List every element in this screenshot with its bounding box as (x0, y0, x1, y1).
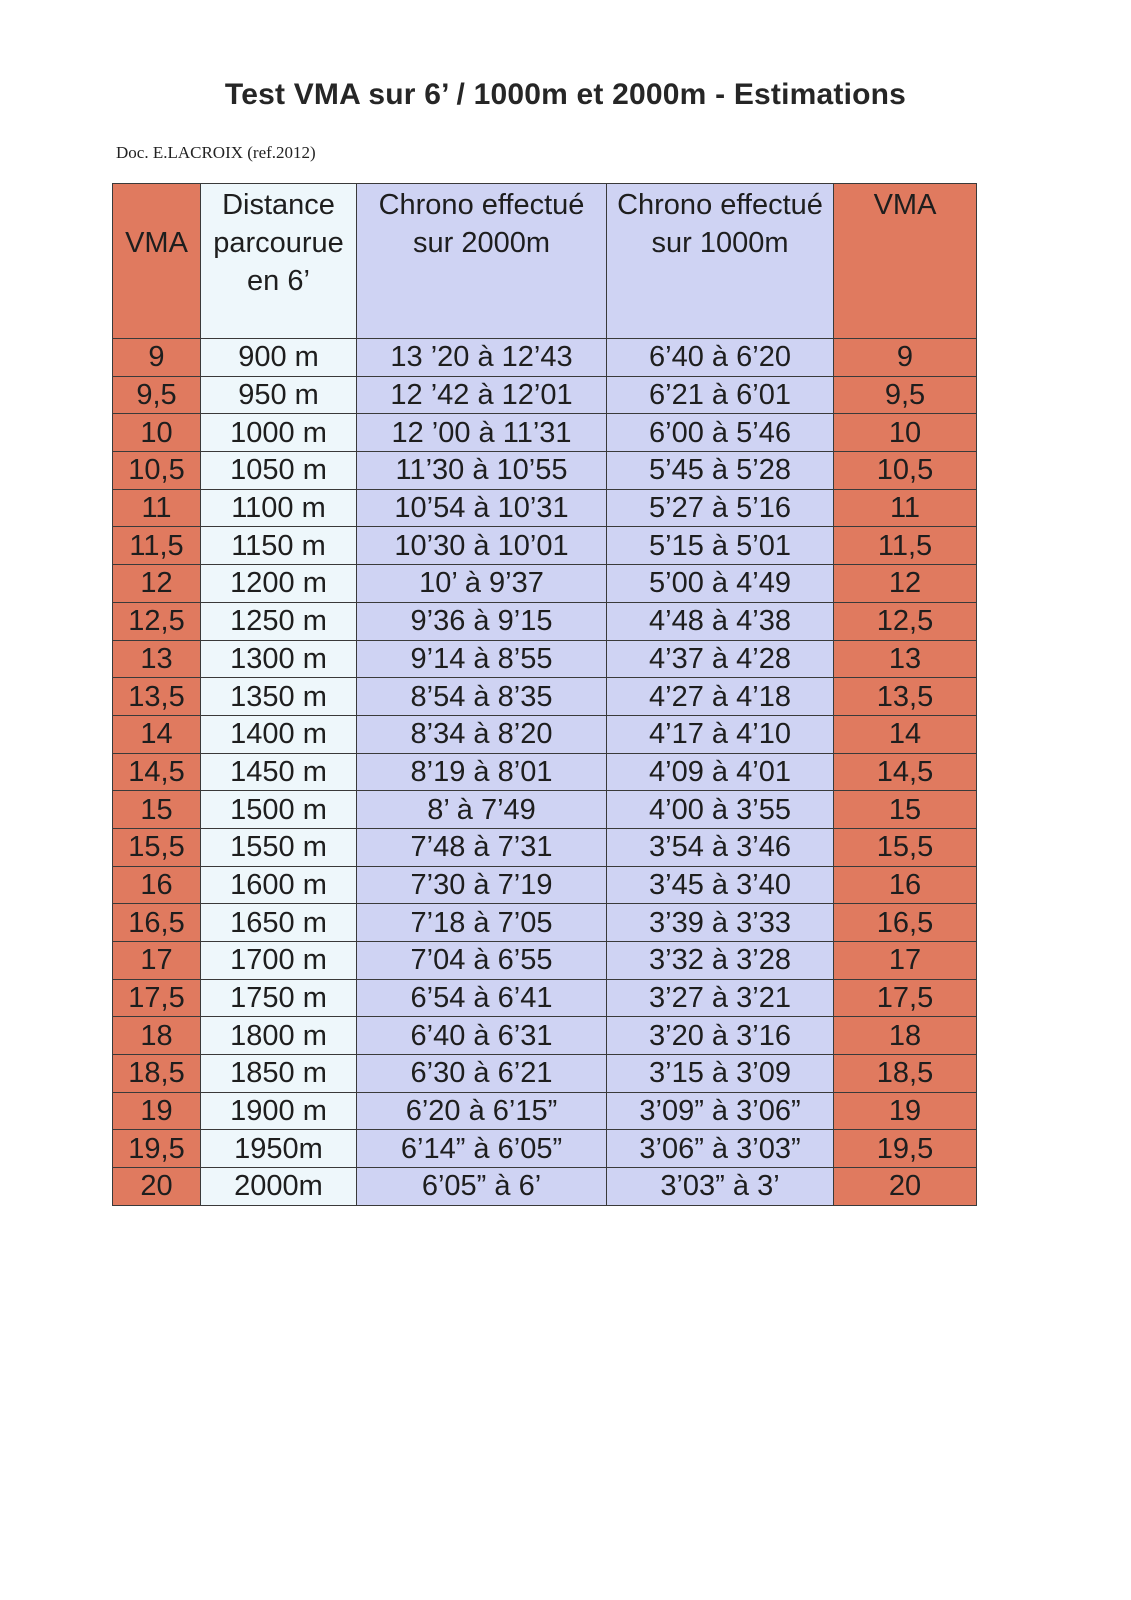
table-header-row (113, 184, 977, 339)
cell-chrono-2000: 7’48 à 7’31 (357, 828, 607, 866)
table-row (113, 602, 977, 640)
header-vma-right-label: VMA (873, 189, 937, 221)
table-row (113, 452, 977, 490)
cell-vma-right: 13,5 (834, 678, 977, 716)
cell-chrono-2000: 7’30 à 7’19 (357, 866, 607, 904)
cell-vma-left: 10,5 (113, 452, 201, 490)
cell-distance: 1900 m (201, 1092, 357, 1130)
header-chrono-2000-label: Chrono effectué sur 2000m (378, 189, 585, 259)
cell-chrono-2000: 10’ à 9’37 (357, 565, 607, 603)
cell-distance: 1550 m (201, 828, 357, 866)
table-row (113, 1168, 977, 1206)
cell-chrono-2000: 9’14 à 8’55 (357, 640, 607, 678)
header-vma-left (113, 184, 201, 339)
cell-vma-left: 19 (113, 1092, 201, 1130)
cell-chrono-1000: 4’00 à 3’55 (607, 791, 834, 829)
cell-vma-left: 12,5 (113, 602, 201, 640)
cell-vma-right: 10 (834, 414, 977, 452)
cell-distance: 2000m (201, 1168, 357, 1206)
cell-distance: 1150 m (201, 527, 357, 565)
cell-chrono-1000: 6’21 à 6’01 (607, 376, 834, 414)
table-row (113, 414, 977, 452)
header-vma-right (834, 184, 977, 339)
cell-chrono-2000: 13 ’20 à 12’43 (357, 339, 607, 377)
cell-chrono-1000: 6’40 à 6’20 (607, 339, 834, 377)
cell-distance: 1350 m (201, 678, 357, 716)
table-row (113, 339, 977, 377)
cell-distance: 1450 m (201, 753, 357, 791)
table-row (113, 904, 977, 942)
cell-vma-left: 15 (113, 791, 201, 829)
cell-distance: 1650 m (201, 904, 357, 942)
header-distance-label: Distance parcourue en 6’ (213, 189, 344, 297)
cell-vma-left: 16 (113, 866, 201, 904)
cell-vma-left: 20 (113, 1168, 201, 1206)
cell-chrono-1000: 4’48 à 4’38 (607, 602, 834, 640)
cell-chrono-2000: 6’20 à 6’15” (357, 1092, 607, 1130)
cell-vma-left: 11,5 (113, 527, 201, 565)
cell-chrono-1000: 3’15 à 3’09 (607, 1055, 834, 1093)
table-row (113, 828, 977, 866)
table-row (113, 640, 977, 678)
cell-chrono-2000: 8’19 à 8’01 (357, 753, 607, 791)
cell-chrono-2000: 6’14” à 6’05” (357, 1130, 607, 1168)
cell-vma-right: 15,5 (834, 828, 977, 866)
cell-chrono-1000: 3’39 à 3’33 (607, 904, 834, 942)
table-row (113, 866, 977, 904)
cell-chrono-2000: 12 ’42 à 12’01 (357, 376, 607, 414)
cell-distance: 1300 m (201, 640, 357, 678)
cell-distance: 1750 m (201, 979, 357, 1017)
cell-vma-right: 10,5 (834, 452, 977, 490)
cell-chrono-2000: 7’18 à 7’05 (357, 904, 607, 942)
cell-chrono-2000: 8’34 à 8’20 (357, 715, 607, 753)
cell-chrono-1000: 5’00 à 4’49 (607, 565, 834, 603)
cell-chrono-1000: 3’54 à 3’46 (607, 828, 834, 866)
cell-distance: 900 m (201, 339, 357, 377)
cell-chrono-2000: 10’54 à 10’31 (357, 489, 607, 527)
cell-vma-right: 9,5 (834, 376, 977, 414)
cell-vma-right: 16,5 (834, 904, 977, 942)
cell-vma-right: 15 (834, 791, 977, 829)
header-chrono-1000-label: Chrono effectué sur 1000m (617, 189, 823, 259)
cell-vma-right: 19,5 (834, 1130, 977, 1168)
header-chrono-2000 (357, 184, 607, 339)
cell-chrono-1000: 3’45 à 3’40 (607, 866, 834, 904)
cell-vma-left: 18,5 (113, 1055, 201, 1093)
cell-vma-right: 18,5 (834, 1055, 977, 1093)
cell-chrono-1000: 4’37 à 4’28 (607, 640, 834, 678)
cell-chrono-1000: 4’09 à 4’01 (607, 753, 834, 791)
table-row (113, 1130, 977, 1168)
cell-vma-right: 12,5 (834, 602, 977, 640)
table-row (113, 942, 977, 980)
cell-chrono-2000: 10’30 à 10’01 (357, 527, 607, 565)
cell-chrono-1000: 3’03” à 3’ (607, 1168, 834, 1206)
cell-vma-left: 10 (113, 414, 201, 452)
cell-distance: 1400 m (201, 715, 357, 753)
cell-vma-left: 9,5 (113, 376, 201, 414)
cell-distance: 1800 m (201, 1017, 357, 1055)
cell-chrono-1000: 3’09” à 3’06” (607, 1092, 834, 1130)
cell-chrono-1000: 5’27 à 5’16 (607, 489, 834, 527)
cell-chrono-2000: 11’30 à 10’55 (357, 452, 607, 490)
vma-estimation-table (112, 183, 977, 1206)
cell-chrono-2000: 6’40 à 6’31 (357, 1017, 607, 1055)
cell-vma-right: 18 (834, 1017, 977, 1055)
table-row (113, 979, 977, 1017)
cell-chrono-1000: 5’15 à 5’01 (607, 527, 834, 565)
cell-vma-right: 12 (834, 565, 977, 603)
cell-vma-left: 14 (113, 715, 201, 753)
cell-vma-right: 19 (834, 1092, 977, 1130)
cell-vma-right: 16 (834, 866, 977, 904)
cell-vma-right: 13 (834, 640, 977, 678)
table-row (113, 1017, 977, 1055)
cell-chrono-1000: 4’27 à 4’18 (607, 678, 834, 716)
cell-chrono-2000: 12 ’00 à 11’31 (357, 414, 607, 452)
cell-vma-left: 9 (113, 339, 201, 377)
cell-vma-left: 18 (113, 1017, 201, 1055)
cell-chrono-2000: 6’05” à 6’ (357, 1168, 607, 1206)
cell-vma-right: 17 (834, 942, 977, 980)
document-reference: Doc. E.LACROIX (ref.2012) (116, 143, 316, 162)
cell-vma-right: 14 (834, 715, 977, 753)
cell-distance: 1250 m (201, 602, 357, 640)
cell-vma-right: 20 (834, 1168, 977, 1206)
cell-distance: 1850 m (201, 1055, 357, 1093)
cell-vma-left: 17 (113, 942, 201, 980)
table-row (113, 753, 977, 791)
cell-chrono-1000: 6’00 à 5’46 (607, 414, 834, 452)
cell-vma-left: 15,5 (113, 828, 201, 866)
cell-chrono-1000: 3’06” à 3’03” (607, 1130, 834, 1168)
cell-chrono-1000: 4’17 à 4’10 (607, 715, 834, 753)
cell-vma-right: 11 (834, 489, 977, 527)
cell-vma-left: 11 (113, 489, 201, 527)
table-row (113, 565, 977, 603)
table-row (113, 376, 977, 414)
cell-distance: 1100 m (201, 489, 357, 527)
cell-chrono-1000: 3’32 à 3’28 (607, 942, 834, 980)
cell-vma-right: 14,5 (834, 753, 977, 791)
page-title: Test VMA sur 6’ / 1000m et 2000m - Estimations (224, 78, 907, 111)
cell-chrono-2000: 6’54 à 6’41 (357, 979, 607, 1017)
cell-vma-right: 11,5 (834, 527, 977, 565)
table-row (113, 1092, 977, 1130)
cell-chrono-2000: 8’ à 7’49 (357, 791, 607, 829)
table-row (113, 715, 977, 753)
cell-chrono-1000: 5’45 à 5’28 (607, 452, 834, 490)
table-row (113, 489, 977, 527)
cell-vma-right: 9 (834, 339, 977, 377)
cell-distance: 1500 m (201, 791, 357, 829)
cell-chrono-2000: 6’30 à 6’21 (357, 1055, 607, 1093)
cell-vma-left: 19,5 (113, 1130, 201, 1168)
cell-distance: 1700 m (201, 942, 357, 980)
cell-vma-left: 12 (113, 565, 201, 603)
table-row (113, 678, 977, 716)
header-distance (201, 184, 357, 339)
cell-distance: 1000 m (201, 414, 357, 452)
cell-distance: 950 m (201, 376, 357, 414)
header-vma-left-label: VMA (125, 227, 188, 259)
cell-vma-right: 17,5 (834, 979, 977, 1017)
cell-vma-left: 13,5 (113, 678, 201, 716)
header-chrono-1000 (607, 184, 834, 339)
cell-vma-left: 14,5 (113, 753, 201, 791)
cell-distance: 1950m (201, 1130, 357, 1168)
table-row (113, 527, 977, 565)
cell-chrono-2000: 9’36 à 9’15 (357, 602, 607, 640)
table-body (113, 339, 977, 1206)
cell-chrono-1000: 3’20 à 3’16 (607, 1017, 834, 1055)
cell-chrono-2000: 7’04 à 6’55 (357, 942, 607, 980)
table-row (113, 791, 977, 829)
table-row (113, 1055, 977, 1093)
cell-distance: 1200 m (201, 565, 357, 603)
cell-vma-left: 17,5 (113, 979, 201, 1017)
cell-vma-left: 16,5 (113, 904, 201, 942)
cell-chrono-1000: 3’27 à 3’21 (607, 979, 834, 1017)
cell-distance: 1600 m (201, 866, 357, 904)
cell-chrono-2000: 8’54 à 8’35 (357, 678, 607, 716)
cell-distance: 1050 m (201, 452, 357, 490)
cell-vma-left: 13 (113, 640, 201, 678)
